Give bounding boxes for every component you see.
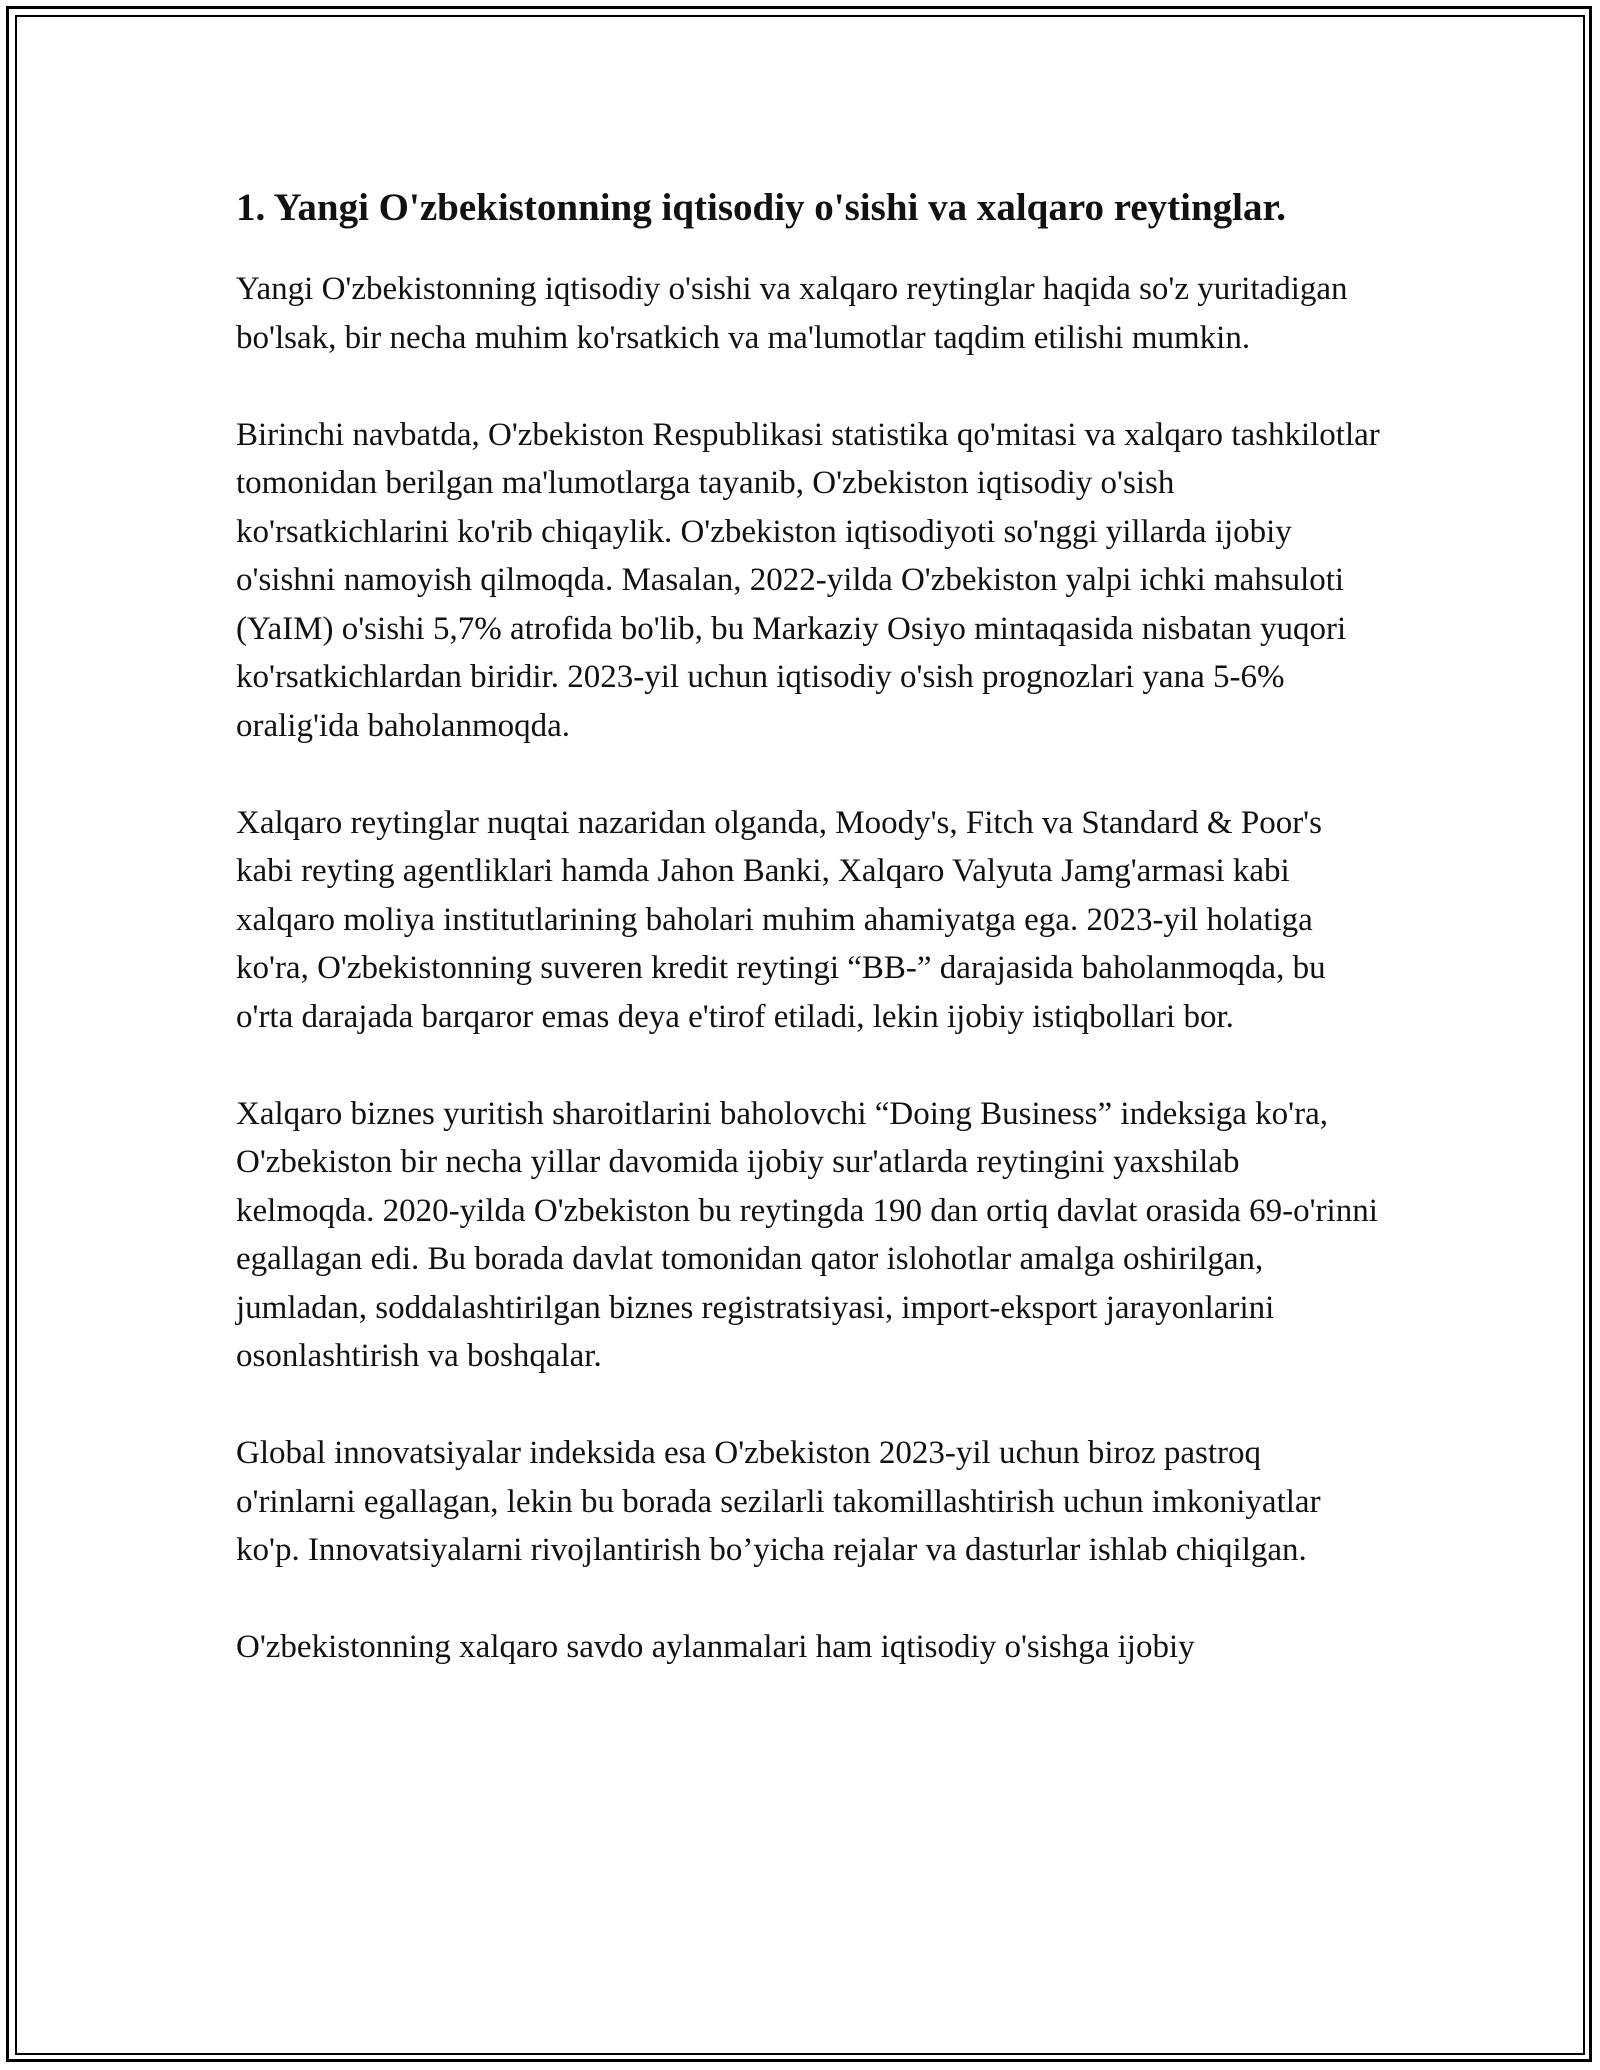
paragraph-trade: O'zbekistonning xalqaro savdo aylanmalari ham iqtisodiy o'sishga ijobiy: [236, 1629, 1195, 1665]
paragraph-economic-growth: Birinchi navbatda, O'zbekiston Respublikasi statistika qo'mitasi va xalqaro tashkilotlar tomonidan berilgan ma'lumotlarga tayanib, O'zbekiston iqtisodiy o'sish ko'rsatkichlarini ko'rib chiqaylik. O'zbekiston iqtisodiyoti so'nggi yillarda ijobiy o'sishni namoyish qilmoqda. Masalan, 2022-yilda O'zbekiston yalpi ichki mahsuloti (YaIM) o'sishi 5,7% atrofida bo'lib, bu Markaziy Osiyo mintaqasida nisbatan yuqori ko'rsatkichlardan biridir. 2023-yil uchun iqtisodiy o'sish prognozlari yana 5-6% oralig'ida baholanmoqda.: [236, 416, 1380, 744]
paragraph-innovation-index: Global innovatsiyalar indeksida esa O'zbekiston 2023-yil uchun biroz pastroq o'rinlarni egallagan, lekin bu borada sezilarli takomillashtirish uchun imkoniyatlar ko'p. Innovatsiyalarni rivojlantirish bo’yicha rejalar va dasturlar ishlab chiqilgan.: [236, 1435, 1321, 1568]
paragraph-credit-ratings: Xalqaro reytinglar nuqtai nazaridan olganda, Moody's, Fitch va Standard & Poor's kabi reyting agentliklari hamda Jahon Banki, Xalqaro Valyuta Jamg'armasi kabi xalqaro moliya institutlarining baholari muhim ahamiyatga ega. 2023-yil holatiga ko'ra, O'zbekistonning suveren kredit reytingi “BB-” darajasida baholanmoqda, bu o'rta darajada barqaror emas deya e'tirof etiladi, lekin ijobiy istiqbollari bor.: [236, 804, 1326, 1035]
paragraph-intro: Yangi O'zbekistonning iqtisodiy o'sishi va xalqaro reytinglar haqida so'z yuritadigan bo'lsak, bir necha muhim ko'rsatkich va ma'lumotlar taqdim etilishi mumkin.: [236, 271, 1348, 356]
document-body: [236, 180, 1386, 1720]
section-title: 1. Yangi O'zbekistonning iqtisodiy o'sishi va xalqaro reytinglar.: [236, 186, 1286, 229]
paragraph-doing-business: Xalqaro biznes yuritish sharoitlarini baholovchi “Doing Business” indeksiga ko'ra, O'zbekiston bir necha yillar davomida ijobiy sur'atlarda reytingini yaxshilab kelmoqda. 2020-yilda O'zbekiston bu reytingda 190 dan ortiq davlat orasida 69-o'rinni egallagan edi. Bu borada davlat tomonidan qator islohotlar amalga oshirilgan, jumladan, soddalashtirilgan biznes registratsiyasi, import-eksport jarayonlarini osonlashtirish va boshqalar.: [236, 1095, 1378, 1374]
